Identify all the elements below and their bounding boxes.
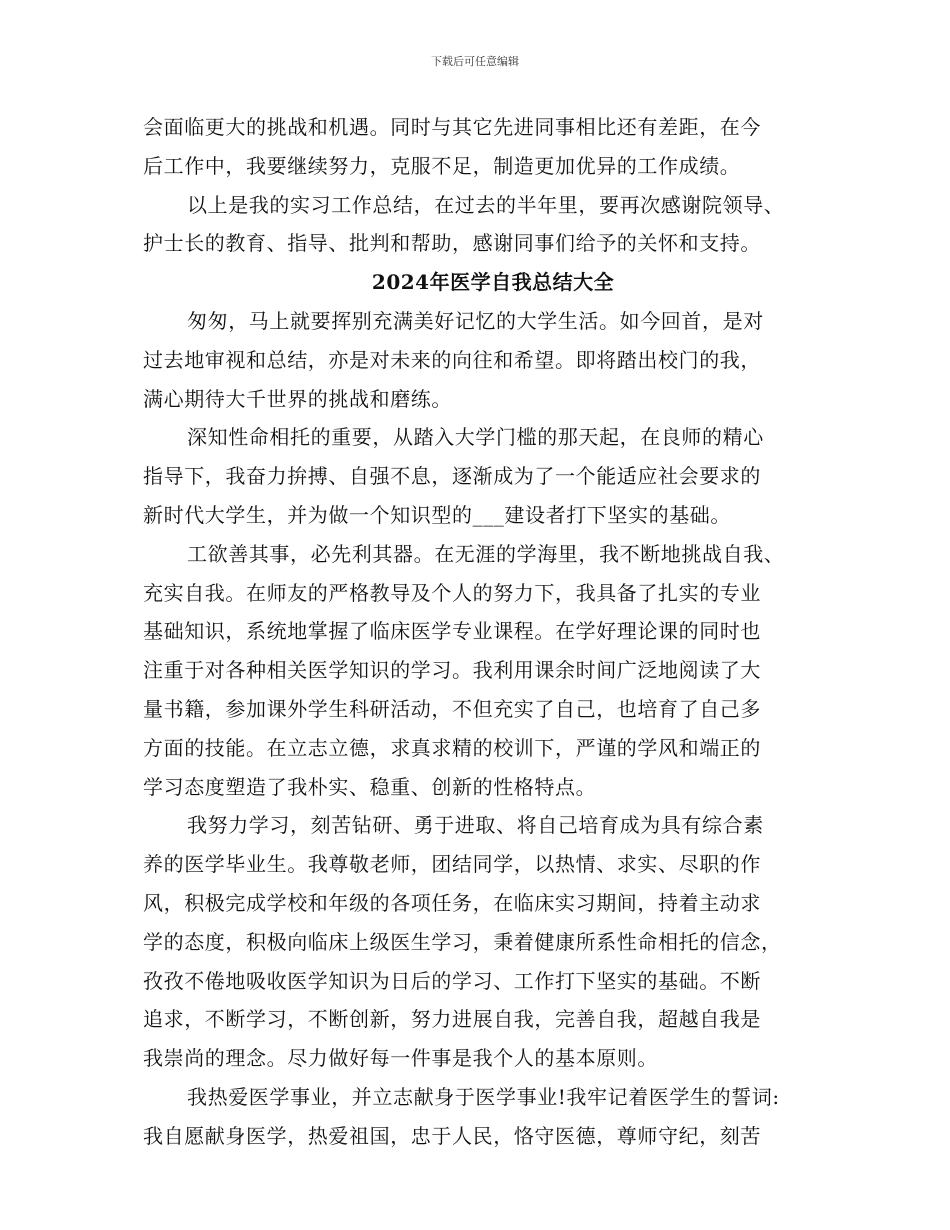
text-line: 我自愿献身医学，热爱祖国，忠于人民，恪守医德，尊师守纪，刻苦 <box>143 1123 761 1148</box>
text-line: 风，积极完成学校和年级的各项任务，在临床实习期间，持着主动求 <box>143 890 761 915</box>
text-line: 充实自我。在师友的严格教导及个人的努力下，我具备了扎实的专业 <box>143 580 761 605</box>
text-line: 追求，不断学习，不断创新，努力进展自我，完善自我，超越自我是 <box>143 1007 761 1032</box>
text-line: 孜孜不倦地吸收医学知识为日后的学习、工作打下坚实的基础。不断 <box>143 968 761 993</box>
text-line: 方面的技能。在立志立德，求真求精的校训下，严谨的学风和端正的 <box>143 735 761 760</box>
text-line: 指导下，我奋力拚搏、自强不息，逐渐成为了一个能适应社会要求的 <box>143 464 761 489</box>
text-line: 我崇尚的理念。尽力做好每一件事是我个人的基本原则。 <box>143 1046 658 1071</box>
paragraph-start-line: 我热爱医学事业，并立志献身于医学事业!我牢记着医学生的誓词: <box>187 1084 780 1109</box>
section-title: 2024年医学自我总结大全 <box>371 270 615 295</box>
text-line: 护士长的教育、指导、批判和帮助，感谢同事们给予的关怀和支持。 <box>143 231 761 256</box>
page-header: 下载后可任意编辑 <box>431 55 519 68</box>
paragraph-start-line: 工欲善其事，必先利其器。在无涯的学海里，我不断地挑战自我、 <box>187 541 785 566</box>
text-line: 学习态度塑造了我朴实、稳重、创新的性格特点。 <box>143 774 597 799</box>
text-line: 新时代大学生，并为做一个知识型的___建设者打下坚实的基础。 <box>143 502 731 527</box>
paragraph-start-line: 深知性命相托的重要，从踏入大学门槛的那天起，在良师的精心 <box>187 425 764 450</box>
paragraph-start-line: 匆匆，马上就要挥别充满美好记忆的大学生活。如今回首，是对 <box>187 308 764 333</box>
document-body <box>143 108 823 1156</box>
text-line: 过去地审视和总结，亦是对未来的向往和希望。即将踏出校门的我， <box>143 347 761 372</box>
text-line: 养的医学毕业生。我尊敬老师，团结同学，以热情、求实、尽职的作 <box>143 852 761 877</box>
text-line: 满心期待大千世界的挑战和磨练。 <box>143 386 452 411</box>
text-line: 量书籍，参加课外学生科研活动，不但充实了自己，也培育了自己多 <box>143 696 761 721</box>
text-line: 注重于对各种相关医学知识的学习。我利用课余时间广泛地阅读了大 <box>143 658 761 683</box>
text-line: 会面临更大的挑战和机遇。同时与其它先进同事相比还有差距，在今 <box>143 115 761 139</box>
paragraph-start-line: 我努力学习，刻苦钻研、勇于进取、将自己培育成为具有综合素 <box>187 813 764 838</box>
text-line: 基础知识，系统地掌握了临床医学专业课程。在学好理论课的同时也 <box>143 619 761 644</box>
text-line: 学的态度，积极向临床上级医生学习，秉着健康所系性命相托的信念， <box>143 929 782 954</box>
text-line: 后工作中，我要继续努力，克服不足，制造更加优异的工作成绩。 <box>143 153 741 178</box>
paragraph-start-line: 以上是我的实习工作总结，在过去的半年里，要再次感谢院领导、 <box>187 192 785 217</box>
